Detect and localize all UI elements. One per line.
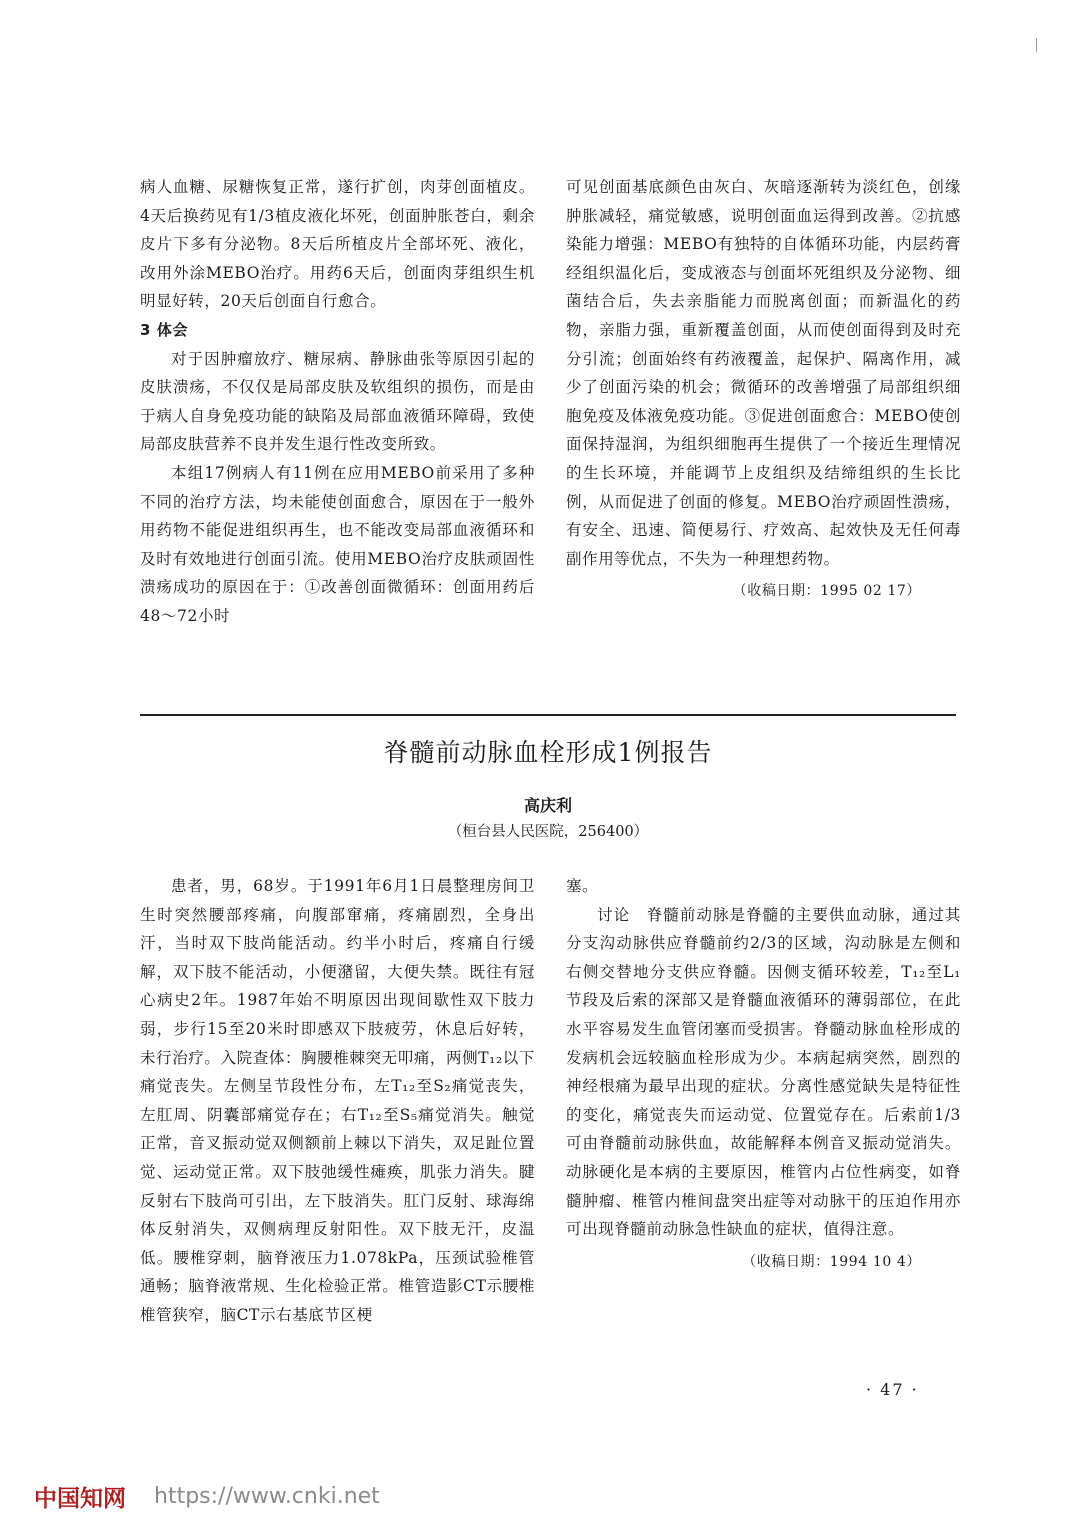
- section-heading: 3 体会: [140, 320, 189, 339]
- article-affiliation: （桓台县人民医院，256400）: [447, 824, 649, 840]
- watermark-url[interactable]: https://www.cnki.net: [154, 1484, 380, 1509]
- page-number: · 47 ·: [866, 1380, 919, 1399]
- cnki-watermark: [34, 1480, 380, 1513]
- article2-left-column: [140, 872, 535, 1330]
- article1-left-column: [140, 173, 535, 631]
- section-divider: [140, 714, 956, 716]
- article-title: 脊髓前动脉血栓形成1例报告: [383, 738, 713, 767]
- article2-paragraph: 塞。: [566, 877, 599, 895]
- watermark-logo: 中国知网: [34, 1486, 126, 1512]
- scan-mark: [1036, 38, 1037, 52]
- article2-paragraph: 讨论 脊髓前动脉是脊髓的主要供血动脉，通过其分支沟动脉供应脊髓前约2/3的区域，沟动脉是左侧和右侧交替地分支供应脊髓。因侧支循环较差，T₁₂至L₁节段及后索的深部又是脊髓血液循环的薄弱部位，在此水平容易发生血管闭塞而受损害。脊髓动脉血栓形成的发病机会远较脑血栓形成为少。本病起病突然，剧烈的神经根痛为最早出现的症状。分离性感觉缺失是特征性的变化，痛觉丧失而运动觉、位置觉存在。后索前1/3可由脊髓前动脉供血，故能解释本例音叉振动觉消失。动脉硬化是本病的主要原因，椎管内占位性病变，如脊髓肿瘤、椎管内椎间盘突出症等对动脉干的压迫作用亦可出现脊髓前动脉急性缺血的症状，值得注意。: [566, 905, 961, 1239]
- article2-paragraph: 患者，男，68岁。于1991年6月1日晨整理房间卫生时突然腰部疼痛，向腹部窜痛，疼痛剧烈，全身出汗，当时双下肢尚能活动。约半小时后，疼痛自行缓解，双下肢不能活动，小便潴留，大便失禁。既往有冠心病史2年。1987年始不明原因出现间歇性双下肢力弱，步行15至20米时即感双下肢疲劳，休息后好转，未行治疗。入院查体：胸腰椎棘突无叩痛，两侧T₁₂以下痛觉丧失。左侧呈节段性分布，左T₁₂至S₂痛觉丧失，左肛周、阴囊部痛觉存在；右T₁₂至S₅痛觉消失。触觉正常，音叉振动觉双侧额前上棘以下消失，双足趾位置觉、运动觉正常。双下肢弛缓性瘫痪，肌张力消失。腱反射右下肢尚可引出，左下肢消失。肛门反射、球海绵体反射消失，双侧病理反射阳性。双下肢无汗，皮温低。腰椎穿刺，脑脊液压力1.078kPa，压颈试验椎管通畅；脑脊液常规、生化检验正常。椎管造影CT示腰椎椎管狭窄，脑CT示右基底节区梗: [140, 877, 535, 1324]
- received-date: （收稿日期：1995 02 17）: [732, 583, 921, 600]
- article1-paragraph: 对于因肿瘤放疗、糖尿病、静脉曲张等原因引起的皮肤溃疡，不仅仅是局部皮肤及软组织的损伤，而是由于病人自身免疫功能的缺陷及局部血液循环障碍，致使局部皮肤营养不良并发生退行性改变所致。: [140, 349, 535, 454]
- article1-right-column: [566, 173, 961, 606]
- article-author: 高庆利: [523, 796, 572, 815]
- article1-paragraph: 可见创面基底颜色由灰白、灰暗逐渐转为淡红色，创缘肿胀减轻，痛觉敏感，说明创面血运得到改善。②抗感染能力增强：MEBO有独特的自体循环功能，内层药膏经组织温化后，变成液态与创面坏死组织及分泌物、细菌结合后，失去亲脂能力而脱离创面；而新温化的药物，亲脂力强，重新覆盖创面，从而使创面得到及时充分引流；创面始终有药液覆盖，起保护、隔离作用，减少了创面污染的机会；微循环的改善增强了局部组织细胞免疫及体液免疫功能。③促进创面愈合：MEBO使创面保持湿润，为组织细胞再生提供了一个接近生理情况的生长环境，并能调节上皮组织及结缔组织的生长比例，从而促进了创面的修复。MEBO治疗顽固性溃疡，有安全、迅速、简便易行、疗效高、起效快及无任何毒副作用等优点，不失为一种理想药物。: [566, 178, 961, 568]
- article2-right-column: [566, 872, 961, 1276]
- article1-paragraph: 本组17例病人有11例在应用MEBO前采用了多种不同的治疗方法，均未能使创面愈合，原因在于一般外用药物不能促进组织再生，也不能改变局部血液循环和及时有效地进行创面引流。使用MEBO治疗皮肤顽固性溃疡成功的原因在于：①改善创面微循环：创面用药后48～72小时: [140, 463, 535, 625]
- article1-paragraph: 病人血糖、尿糖恢复正常，遂行扩创，肉芽创面植皮。4天后换药见有1/3植皮液化坏死，创面肿胀苍白，剩余皮片下多有分泌物。8天后所植皮片全部坏死、液化，改用外涂MEBO治疗。用药6天后，创面肉芽组织生机明显好转，20天后创面自行愈合。: [140, 178, 535, 311]
- received-date: （收稿日期：1994 10 4）: [742, 1253, 921, 1270]
